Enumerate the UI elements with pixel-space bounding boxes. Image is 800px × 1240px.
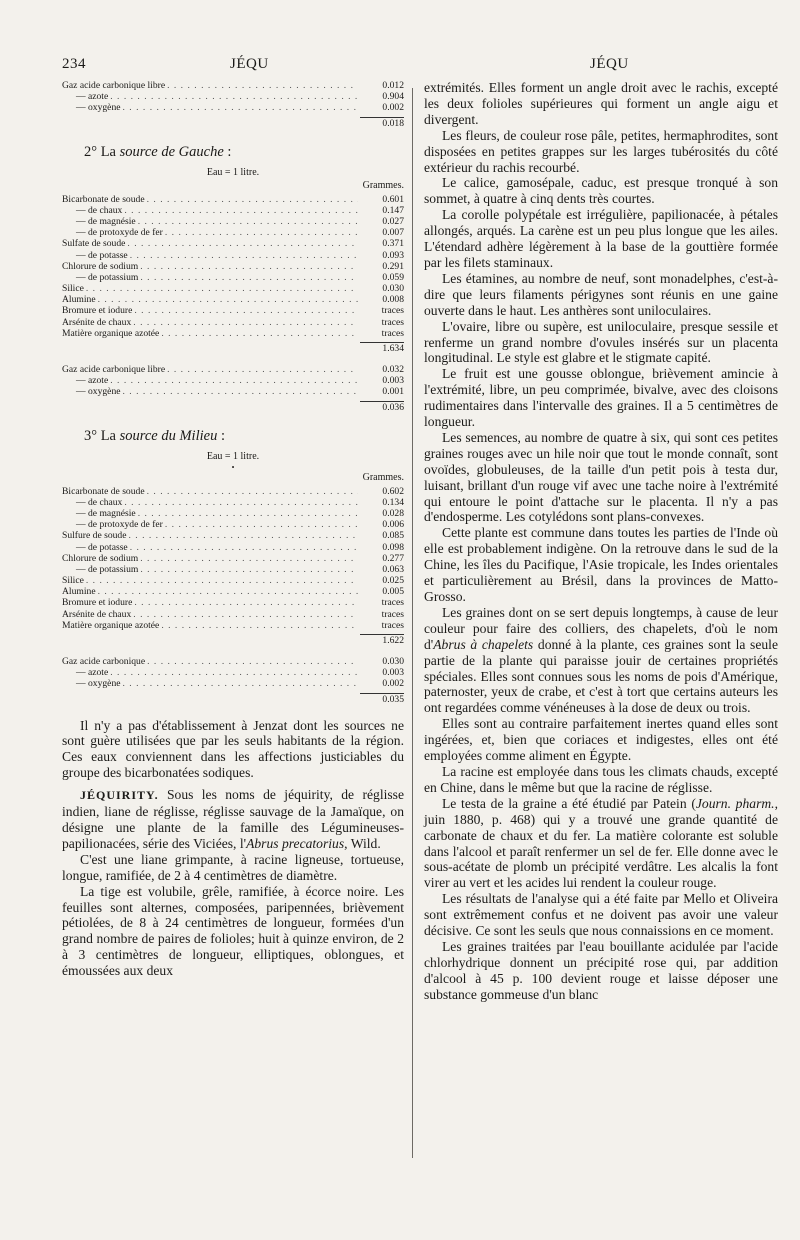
row-label: — de potassium <box>76 563 139 575</box>
source-heading-gauche: 2° La source de Gauche : <box>84 143 232 160</box>
paragraph: La corolle polypétale est irrégulière, papilionacée, à pétales allongés, arqués. La carène est un peu plus longue que les ailes. L'étendard adhère légèrement à la base de la gouttière formée par les filets staminaux. <box>424 207 778 270</box>
table-row <box>62 486 404 497</box>
leader-dots <box>110 91 358 102</box>
paragraph: Les graines dont on se sert depuis longtemps, à cause de leur couleur pour faire des colliers, des chapelets, d'où le nom d'Abrus à chapelets donné à la plante, ces graines sont la seule partie de la plante qui paraisse jouir de certaines propriétés spéciales. Elles sont connues sous les noms de pois d'Amérique, paternoster, yeux de crabe, et c'est à tort que certains auteurs les ont regardées comme vénéneuses à la dose de deux ou trois. <box>424 604 778 716</box>
table-row <box>62 250 404 261</box>
row-value: 0.027 <box>382 215 404 227</box>
row-label: — de protoxyde de fer <box>76 519 163 531</box>
row-label: — azote <box>76 667 109 679</box>
leader-dots <box>147 656 358 667</box>
table-row <box>62 386 404 397</box>
unit-label: Grammes. <box>362 179 404 191</box>
row-label: — de potasse <box>76 541 128 553</box>
table-row <box>62 542 404 553</box>
analysis-table-milieu <box>62 486 404 631</box>
row-value: 0.012 <box>382 80 404 91</box>
leader-dots <box>140 564 358 575</box>
row-value: 0.063 <box>382 563 404 575</box>
row-label: — oxygène <box>76 678 121 690</box>
leader-dots <box>167 364 358 375</box>
row-label: Sulfate de soude <box>62 238 126 250</box>
leader-dots <box>138 508 358 519</box>
table-row <box>62 305 404 316</box>
row-label: — azote <box>76 375 109 387</box>
row-label: Alumine <box>62 294 96 306</box>
leader-dots <box>161 620 358 631</box>
row-label: Gaz acide carbonique libre <box>62 364 166 375</box>
paragraph: extrémités. Elles forment un angle droit avec le rachis, excepté les deux folioles supérieures qui forment un angle aigu et divergent. <box>424 80 778 127</box>
leader-dots <box>161 328 358 339</box>
leader-dots <box>133 317 358 328</box>
running-title-left: JÉQU <box>230 56 269 72</box>
table-row <box>62 283 404 294</box>
table-row <box>62 294 404 305</box>
leader-dots <box>110 375 358 386</box>
row-value: traces <box>381 597 404 609</box>
row-value: 0.601 <box>382 193 404 205</box>
paragraph: Les semences, au nombre de quatre à six, qui sont ces petites graines rouges avec un hile noir que tout le monde connaît, sont ovoïdes, globuleuses, de la taille d'un petit pois à testa dur, luisant, brillant d'un rouge vif avec une tache noire à l'extrémité qui entoure le point d'attache sur le placenta. Il n'y a pas d'endosperme. Les cotylédons sont plans-convexes. <box>424 429 778 525</box>
row-value: 0.147 <box>382 204 404 216</box>
paragraph: Il n'y a pas d'établissement à Jenzat dont les sources ne sont guère utilisées que par les seuls habitants de la région. Ces eaux conviennent dans les affections justiciables du groupe des bicarbonatées sodiques. <box>62 717 404 781</box>
row-label: Alumine <box>62 586 96 598</box>
leader-dots <box>98 294 358 305</box>
row-value: 0.093 <box>382 249 404 261</box>
row-label: — de chaux <box>76 496 123 508</box>
row-value: 0.602 <box>382 485 404 497</box>
table-row <box>62 620 404 631</box>
leader-dots <box>123 678 359 689</box>
running-header <box>62 56 762 76</box>
leader-dots <box>134 597 358 608</box>
row-value: 0.028 <box>382 507 404 519</box>
left-column <box>62 80 404 979</box>
row-label: — de potassium <box>76 271 139 283</box>
row-label: Matière organique azotée <box>62 619 160 631</box>
gas-total-top: 0.018 <box>382 117 404 129</box>
table-row <box>62 678 404 689</box>
unit-label: Grammes. <box>362 471 404 483</box>
leader-dots <box>147 486 358 497</box>
leader-dots <box>147 194 358 205</box>
leader-dots <box>110 667 358 678</box>
table-row <box>62 564 404 575</box>
row-label: — de magnésie <box>76 215 136 227</box>
row-label: Bromure et iodure <box>62 305 133 317</box>
leader-dots <box>123 102 359 113</box>
paragraph: Les étamines, au nombre de neuf, sont monadelphes, c'est-à-dire que leurs filaments périgynes sont réunis en une gaine ouverte dans le haut. Les anthères sont uniloculaires. <box>424 270 778 318</box>
row-value: traces <box>381 619 404 631</box>
table-row <box>62 80 404 91</box>
page-number: 234 <box>62 56 86 72</box>
eau-line: Eau = 1 litre. <box>206 450 260 462</box>
row-value: 0.098 <box>382 541 404 553</box>
row-label: — de potasse <box>76 249 128 261</box>
row-value: 0.003 <box>382 667 404 679</box>
total-value: 1.634 <box>382 343 404 354</box>
row-label: Bromure et iodure <box>62 597 133 609</box>
row-label: Arsénite de chaux <box>62 316 132 328</box>
paragraph: Les résultats de l'analyse qui a été faite par Mello et Oliveira sont extrêmement confus et ne doivent pas avoir une valeur décisive. Ce sont les seuls que nous connaissions en ce moment. <box>424 891 778 939</box>
leader-dots <box>140 272 358 283</box>
table-row <box>62 508 404 519</box>
table-row <box>62 205 404 216</box>
leader-dots <box>86 575 358 586</box>
paragraph: Cette plante est commune dans toutes les parties de l'Inde où elle est probablement indigène. On la retrouve dans le sud de la Chine, les îles du Pacifique, l'Asie tropicale, les Indes orientales et particulièrement au Brésil, dans la provinces de Matto-Grosso. <box>424 525 778 604</box>
leader-dots <box>86 283 358 294</box>
paragraph: Le calice, gamosépale, caduc, est presque tronqué à son sommet, à quatre à cinq dents très courtes. <box>424 175 778 207</box>
table-row <box>62 530 404 541</box>
table-row <box>62 497 404 508</box>
row-value: 0.007 <box>382 227 404 239</box>
running-title-right: JÉQU <box>590 56 629 72</box>
table-row <box>62 91 404 102</box>
row-label: — oxygène <box>76 386 121 398</box>
paragraph: C'est une liane grimpante, à racine ligneuse, tortueuse, longue, ramifiée, de 2 à 4 centimètres de diamètre. <box>62 851 404 883</box>
leader-dots <box>130 250 358 261</box>
table-row <box>62 227 404 238</box>
row-label: — azote <box>76 91 109 103</box>
leader-dots <box>134 305 358 316</box>
row-value: 0.025 <box>382 575 404 587</box>
row-label: Bicarbonate de soude <box>62 485 145 497</box>
gas-total: 0.036 <box>382 401 404 413</box>
row-value: 0.059 <box>382 271 404 283</box>
paragraph: Elles sont au contraire parfaitement inertes quand elles sont ingérées, et, bien que coriaces et indigestes, elles ont été employées comme aliment en Égypte. <box>424 716 778 764</box>
leader-dots <box>138 216 358 227</box>
row-label: Matière organique azotée <box>62 327 160 339</box>
row-value: 0.002 <box>382 678 404 690</box>
table-row <box>62 216 404 227</box>
total-value: 1.622 <box>382 635 404 646</box>
leader-dots <box>130 542 358 553</box>
leader-dots <box>133 609 358 620</box>
paragraph: Le fruit est une gousse oblongue, brièvement amincie à l'extrémité, libre, un peu comprimée, bivalve, avec des cloisons rudimentaires dans l'intervalle des graines. Il a 5 centimètres de longueur. <box>424 366 778 430</box>
table-row <box>62 102 404 113</box>
table-row <box>62 238 404 249</box>
table-row <box>62 194 404 205</box>
table-row <box>62 597 404 608</box>
row-label: Bicarbonate de soude <box>62 193 145 205</box>
row-value: traces <box>381 305 404 317</box>
row-value: 0.006 <box>382 519 404 531</box>
leader-dots <box>167 80 358 91</box>
row-value: 0.277 <box>382 552 404 564</box>
row-value: traces <box>381 327 404 339</box>
table-row <box>62 575 404 586</box>
gas-table-top <box>62 80 404 114</box>
row-value: 0.904 <box>382 91 404 103</box>
right-column <box>424 80 778 1003</box>
row-value: 0.003 <box>382 375 404 387</box>
row-value: 0.030 <box>382 656 404 667</box>
row-label: — de chaux <box>76 204 123 216</box>
table-row <box>62 656 404 667</box>
row-value: 0.001 <box>382 386 404 398</box>
row-value: traces <box>381 608 404 620</box>
analysis-table-gauche <box>62 194 404 339</box>
leader-dots <box>165 519 358 530</box>
leader-dots <box>123 386 359 397</box>
column-divider <box>412 88 413 1158</box>
row-value: 0.032 <box>382 364 404 375</box>
row-label: Chlorure de sodium <box>62 552 139 564</box>
row-value: 0.371 <box>382 238 404 250</box>
gas-table-gauche <box>62 364 404 398</box>
row-value: 0.134 <box>382 496 404 508</box>
eau-line: Eau = 1 litre. <box>206 166 260 178</box>
paragraph: Les graines traitées par l'eau bouillante acidulée par l'acide chlorhydrique donnent un précipité rose qui, par addition d'alcool à 45 p. 100 devient rouge et laisse déposer une substance gommeuse d'un blanc <box>424 938 778 1002</box>
source-heading-milieu: 3° La source du Milieu : <box>84 427 225 444</box>
gas-table-milieu <box>62 656 404 690</box>
leader-dots <box>128 530 358 541</box>
gas-total: 0.035 <box>382 693 404 705</box>
table-row <box>62 272 404 283</box>
row-label: Silice <box>62 283 84 295</box>
row-label: Gaz acide carbonique <box>62 656 146 667</box>
row-value: 0.005 <box>382 586 404 598</box>
table-row <box>62 609 404 620</box>
table-row <box>62 375 404 386</box>
table-row <box>62 364 404 375</box>
table-row <box>62 328 404 339</box>
row-label: Sulfure de soude <box>62 530 127 542</box>
table-row <box>62 667 404 678</box>
leader-dots <box>98 586 358 597</box>
paragraph: L'ovaire, libre ou supère, est uniloculaire, presque sessile et renferme un grand nombre d'ovules insérés sur un placenta longitudinal. Le style est glabre et le stigmate capité. <box>424 318 778 366</box>
row-label: — oxygène <box>76 102 121 114</box>
row-value: 0.085 <box>382 530 404 542</box>
row-value: 0.291 <box>382 260 404 272</box>
entry-jequirity: JÉQUIRITY. Sous les noms de jéquirity, de réglisse indien, liane de réglisse, réglisse sauvage de la Jamaïque, on désigne une plante de la famille des Légumineuses-papilionacées, série des Viciées, l'Abrus precatorius, Wild. <box>62 787 404 851</box>
table-row <box>62 261 404 272</box>
row-label: Silice <box>62 575 84 587</box>
leader-dots <box>124 497 358 508</box>
table-row <box>62 519 404 530</box>
leader-dots <box>124 205 358 216</box>
paragraph: Le testa de la graine a été étudié par Patein (Journ. pharm., juin 1880, p. 468) qui y a trouvé une grande quantité de carbonate de chaux et du fer. La matière colorante est soluble dans l'alcool et paraît renfermer un sel de fer. Elle donne avec le sous-acétate de plomb un précipité verdâtre. Les alcalis la font virer au vert et les acides lui rendent la couleur rouge. <box>424 795 778 891</box>
paragraph: Les fleurs, de couleur rose pâle, petites, hermaphrodites, sont disposées en petites grappes sur les larges tubérosités du côté extérieur du rachis recourbé. <box>424 127 778 175</box>
row-label: — de protoxyde de fer <box>76 227 163 239</box>
leader-dots <box>140 261 358 272</box>
row-value: 0.030 <box>382 283 404 295</box>
paragraph: La racine est employée dans tous les climats chauds, excepté en Chine, dans le même but que la racine de réglisse. <box>424 763 778 795</box>
table-row <box>62 317 404 328</box>
leader-dots <box>140 553 358 564</box>
row-value: traces <box>381 316 404 328</box>
leader-dots <box>127 238 358 249</box>
row-label: — de magnésie <box>76 507 136 519</box>
paragraph: La tige est volubile, grêle, ramifiée, à écorce noire. Les feuilles sont alternes, composées, paripennées, brièvement pétiolées, de 8 à 24 centimètres de longueur, formées d'un grand nombre de paires de folioles; huit à quinze environ, de 2 à 3 centimètres de longueur, elliptiques, oblongues, et émoussées aux deux <box>62 883 404 979</box>
row-label: Gaz acide carbonique libre <box>62 80 166 91</box>
row-value: 0.002 <box>382 102 404 114</box>
row-value: 0.008 <box>382 294 404 306</box>
leader-dots <box>165 227 358 238</box>
table-row <box>62 586 404 597</box>
row-label: Chlorure de sodium <box>62 260 139 272</box>
table-row <box>62 553 404 564</box>
bullet-mark: • <box>231 462 235 472</box>
row-label: Arsénite de chaux <box>62 608 132 620</box>
